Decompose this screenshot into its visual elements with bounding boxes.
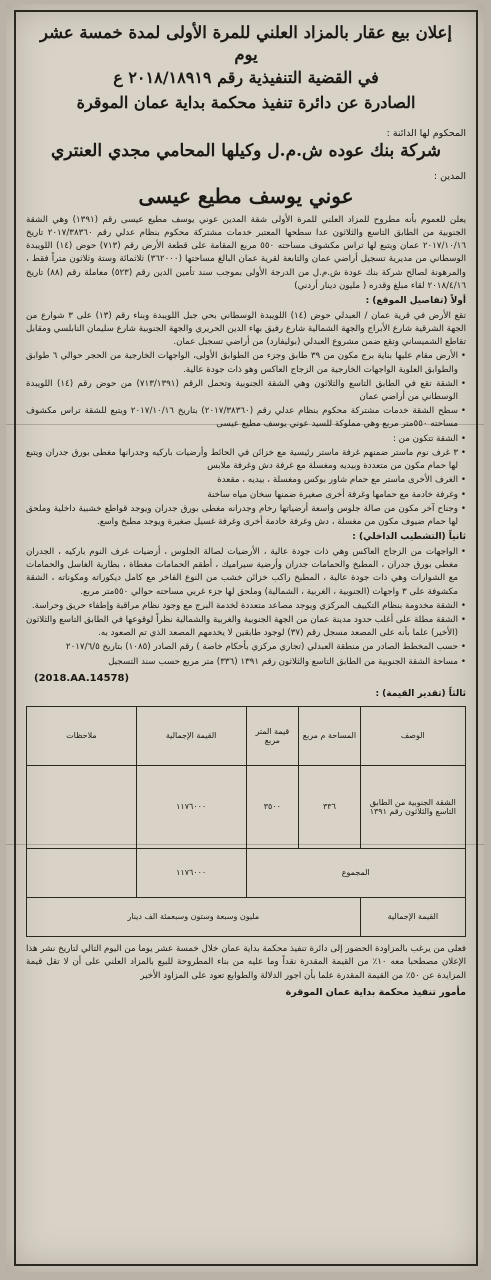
creditor-label: المحكوم لها الدائنة : — [386, 127, 466, 139]
valuation-table — [26, 706, 466, 937]
services-paragraph: • الشقة مخدومة بنظام التكييف المركزي ويوجد مصاعد متعددة لخدمة البرج مع وجود نظام مراقبة وإطفاء حريق وحراسة. — [26, 600, 466, 613]
header-notes: ملاحظات — [27, 706, 137, 765]
cell-description: الشقة الجنوبية من الطابق التاسع والثلاثون رقم ١٣٩١ — [360, 765, 465, 848]
debtor-label: المدين : — [433, 170, 466, 182]
header-total: القيمة الإجمالية — [136, 706, 246, 765]
bedrooms-paragraph: • ٣ غرف نوم ماستر ضمنهم غرفة ماستر رئيسية مع خزائن في الحائط وأرضيات باركيه وجدرانها مغطى بورق جدران ويتبع لها حمام مكون من متعددة وبيديه ومغسلة مع غرفة دش وغرفة ملابس — [26, 447, 466, 473]
bidding-instructions: فعلى من يرغب بالمزاودة الحضور إلى دائرة تنفيذ محكمة بداية عمان خلال خمسة عشر يوما من اليوم التالي لتاريخ نشر هذا الإعلان مصطحبا معه ١٠٪ من القيمة المقدرة نقداً وما عليه من بناء المطروحة للبيع بالمزاد العلني على أن لا تقل قيمة المزايدة عن ٥٠٪ من القيمة المقدرة علما بأن اجور الدلالة والطوابع تعود على المزاود الأخير — [26, 943, 467, 981]
building-paragraph: • الأرض مقام عليها بناية برج مكون من ٣٩ طابق وجزء من الطوابق الأولى، الواجهات الخارجية من الحجر حوالي ٦ طوابق والطوابق العلوية الواجهات الخارجية من الزجاج العاكس وهو ذات جودة عالية. — [26, 350, 466, 376]
notice-headline — [26, 22, 466, 114]
finishing-paragraph: • الواجهات من الزجاج العاكس وهي ذات جودة عالية ، الأرضيات لصالة الجلوس ، أرضيات غرف النوم باركيه ، الجدران مغطى بورق جدران ، المطبخ والحمامات جدران وأرضية سيراميك ، أطقم الحمامات مغطاة ، بطارية الغاسل والحمامات مع الشوارات وهي ذات جودة عالية ، المطبخ راكب خزائن خشب من النوع الفاخر مع كامل ديكوراته ومكوناته ، الشقة مكشوفة على ٣ واجهات (الجنوبية ، الغربية ، الشمالية) وملحق لها جزء غربي مساحته حوالي ٥٥٠متر مربع. — [26, 546, 466, 599]
living-wing-paragraph: • وجناح آخر مكون من صالة جلوس واسعة أرضياتها رخام وجدرانه مغطى بورق جدران ويوجد قواطع خشبية داخلية وملحق لها حمام ضيوف مكون من مغسلة ، دش وغرفة خادمة أخرى وغرفة غسيل صغيرة ويوجد مطبخ واسع. — [26, 503, 466, 529]
debtor-name: عوني يوسف مطيع عيسى — [138, 183, 354, 208]
cell-area: ٣٣٦ — [299, 765, 360, 848]
newspaper-clipping — [6, 4, 484, 1272]
cell-sum-total: ١١٧٦٠٠٠ — [136, 848, 246, 897]
section-location-heading: أولاً (تفاصيل الموقع) : — [365, 296, 466, 307]
apartment-consists-paragraph: • الشقة تتكون من : — [26, 433, 466, 446]
roof-paragraph: • سطح الشقة خدمات مشتركة محكوم بنظام عدلي رقم (٢٠١٧/٣٨٣٦٠) بتاريخ ٢٠١٧/١٠/١٦ ويتبع للشقة تراس مكشوف مساحته ٥٥٠متر مربع وهي مملوكة للسيد عوني يوسف مطيع عيسى — [26, 405, 466, 431]
notice-body — [26, 214, 466, 702]
creditor-name: شركة بنك عوده ش.م.ل وكيلها المحامي مجدي العنتري — [51, 140, 441, 161]
section-valuation-heading: ثالثاً (تقدير القيمة) : — [375, 689, 466, 700]
apartment-floor-paragraph: • الشقة تقع في الطابق التاسع والثلاثون وهي الشقة الجنوبية وتحمل الرقم (٧١٣/١٣٩١) من حوض رقم (١٤) اللويبدة الوسطاني من أراضي عمان — [26, 378, 466, 404]
intro-paragraph: يعلن للعموم بأنه مطروح للمزاد العلني للمرة الأولى شقة المدين عوني يوسف مطيع عيسى رقم (١٣٩١) وهي الشقة الجنوبية من الطابق التاسع والثلاثون عدا سطحها المعتبر خدمات مشتركة محكوم بنظام عدلي رقم ٢٠١٧/٣٨٣٦٠ تاريخ ٢٠١٧/١٠/١٦ عمان ويتبع لها تراس مكشوف مساحته ٥٥٠ مربع المقامة على قطعة الأرض رقم (٧١٣) حوض (١٤) اللويبدة الوسطاني من مديرية تسجيل أراضي عمان والتابعة لقرية عمان البالغ مساحتها (٣٦٢٠٠٠) ثلاثمائة وستة وثلاثون متراً فقط ، والمرهونة لصالح شركة بنك عودة ش.م.ل من الدرجة الأولى بموجب سند تأمين الدين رقم (٥٢٣) معاملة رقم (٨٨) تاريخ ٢٠١٨/٤/١٦ لقاء مبلغ وقدره ( مليون دينار أردني) — [26, 214, 466, 291]
signature-line: مأمور تنفيذ محكمة بداية عمان الموقرة — [285, 987, 466, 999]
headline-line-2: في القضية التنفيذية رقم ٢٠١٨/١٨٩١٩ ع — [113, 67, 379, 87]
cell-sum-label: المجموع — [246, 848, 465, 897]
cell-rate: ٣٥٠٠ — [246, 765, 299, 848]
notice-frame — [14, 10, 478, 1266]
area-paragraph: • مساحة الشقة الجنوبية من الطابق التاسع والثلاثون رقم ١٣٩١ (٣٣٦) متر مربع حسب سند التسجيل — [26, 656, 466, 669]
section-finishing-heading: ثانياً (التشطيب الداخلي) : — [352, 532, 466, 543]
cell-total: ١١٧٦٠٠٠ — [136, 765, 246, 848]
header-rate: قيمة المتر مربع — [246, 706, 299, 765]
reference-number: (2018.AA.14578) — [34, 672, 130, 684]
headline-line-1: إعلان بيع عقار بالمزاد العلني للمرة الأولى لمدة خمسة عشر يوم — [40, 23, 452, 65]
table-row — [27, 765, 466, 848]
maid-room-paragraph: • وغرفة خادمة مع حمامها وغرفة أخرى صغيرة ضمنها سخان مياه ساخنة — [26, 489, 466, 502]
header-area: المساحة م مربع — [299, 706, 360, 765]
zoning-paragraph: • حسب المخطط الصادر من منطقة العبدلي (تجاري مركزي بأحكام خاصة ) رقم الصادر (١٠٨٥) بتاريخ ٢٠١٧/٦/٥ — [26, 641, 466, 654]
cell-grand-words: مليون وسبعة وستون وسبعمئة الف دينار — [27, 897, 361, 936]
table-header-row — [27, 706, 466, 765]
table-row-grand-total — [27, 897, 466, 936]
other-rooms-paragraph: • الغرف الأخرى ماستر مع حمام شاور بوكس ومغسلة ، بيديه ، مقعدة — [26, 474, 466, 487]
headline-line-3: الصادرة عن دائرة تنفيذ محكمة بداية عمان الموقرة — [76, 93, 416, 113]
view-paragraph: • الشقة مطلة على أغلب حدود مدينة عمان من الجهة الجنوبية والغربية والشمالية نظراً لوقوعها في الطابق التاسع والثلاثون (الأخير) علما بأنه على المصعد مسجل رقم (٣٧) لوجود طابقين لا يخدمهم المصعد الذي تم الصعود به. — [26, 614, 466, 640]
cell-notes — [27, 765, 137, 848]
location-paragraph: تقع الأرض في قرية عمان / العبدلي حوض (١٤) اللويبدة الوسطاني بحي جبل اللويبدة وبناء رقم (١٣) على ٣ شوارع من الجهة الشرقية شارع الأبراج والجهة الشمالية شارع رفيق بهاء الدين الحريري والجهة الجنوبية شارع سليمان النابلسي ومقابل تقاطع الشميساني وتقع ضمن مشروع العبدلي (بوليفارد) من أراضي تسجيل عمان. — [26, 310, 466, 348]
cell-sum-notes — [27, 848, 137, 897]
cell-grand-label: القيمة الإجمالية — [360, 897, 465, 936]
header-description: الوصف — [360, 706, 465, 765]
table-row-sum — [27, 848, 466, 897]
notice-content — [26, 22, 466, 998]
